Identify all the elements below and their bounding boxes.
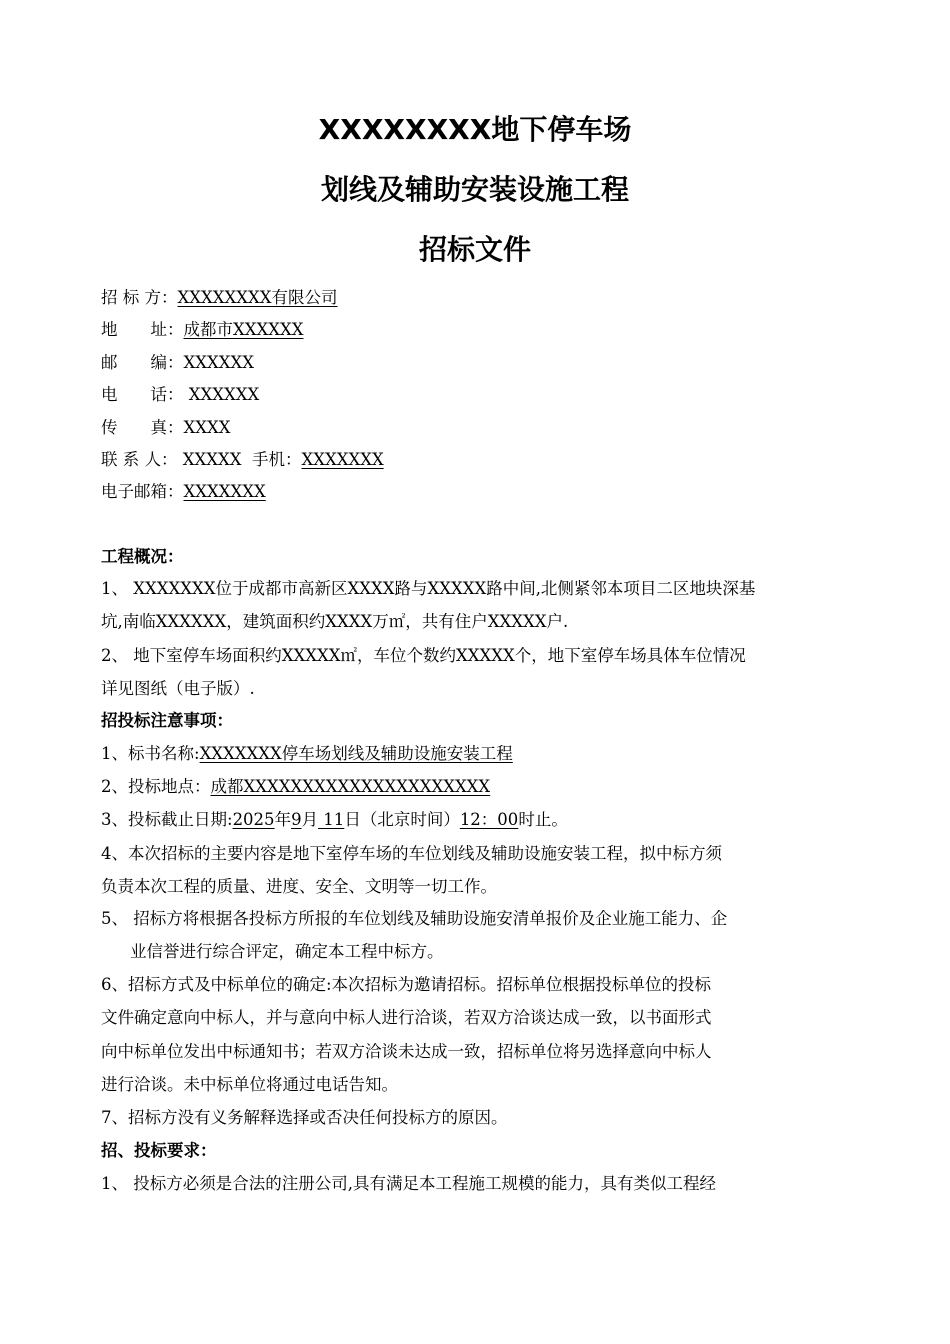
overview-heading: 工程概况：: [101, 547, 184, 566]
mobile-label: 手机：: [251, 450, 302, 469]
note-3-month: 9: [291, 810, 302, 829]
postcode-label: 邮 编：: [101, 353, 184, 372]
address-label: 地 址：: [101, 320, 184, 339]
overview-paragraph-1-line-2: 坑,南临XXXXXX，建筑面积约XXXX万㎡，共有住户XXXXX户.: [101, 612, 569, 631]
fax-label: 传 真：: [101, 418, 184, 437]
note-3-suffix: 时止。: [518, 810, 568, 829]
tenderer-label: 招 标 方：: [101, 288, 178, 307]
address-value: 成都市XXXXXX: [183, 320, 304, 339]
note-1-prefix: 1、标书名称:: [101, 744, 200, 763]
fax-row: [101, 416, 231, 440]
note-3: [101, 808, 568, 832]
fax-value: XXXX: [183, 418, 231, 437]
note-1-value: XXXXXXX停车场划线及辅助设施安装工程: [199, 744, 513, 763]
postcode-value: XXXXXX: [183, 353, 254, 372]
phone-value: XXXXXX: [183, 385, 260, 404]
postcode-row: [101, 351, 254, 375]
note-3-prefix: 3、投标截止日期:: [101, 810, 233, 829]
notes-heading: 招投标注意事项：: [101, 711, 233, 730]
phone-label: 电 话：: [101, 385, 184, 404]
note-5-line-2: 业信誉进行综合评定，确定本工程中标方。: [130, 942, 444, 961]
phone-row: [101, 383, 259, 407]
document-title-line-3: 招标文件: [418, 233, 531, 266]
overview-paragraph-1-line-1: 1、 XXXXXXX位于成都市高新区XXXX路与XXXXX路中间,北侧紧邻本项目二区地块深基: [101, 579, 756, 598]
note-3-year-unit: 年: [274, 810, 292, 829]
address-row: [101, 318, 303, 342]
note-6-line-4: 进行洽谈。未中标单位将通过电话告知。: [101, 1075, 398, 1094]
email-row: [101, 480, 266, 504]
note-3-time: 12：00: [459, 810, 519, 829]
overview-paragraph-2-line-2: 详见图纸（电子版）.: [101, 679, 255, 698]
mobile-value: XXXXXXX: [301, 450, 384, 469]
requirements-heading: 招、投标要求：: [101, 1141, 217, 1160]
note-2-prefix: 2、投标地点：: [101, 777, 211, 796]
note-2: [101, 775, 490, 799]
note-4-line-2: 负责本次工程的质量、进度、安全、文明等一切工作。: [101, 877, 497, 896]
email-value: XXXXXXX: [183, 482, 266, 501]
document-title-line-1: XXXXXXXX地下停车场: [318, 113, 632, 146]
note-7: 7、招标方没有义务解释选择或否决任何投标方的原因。: [101, 1108, 508, 1127]
note-2-value: 成都XXXXXXXXXXXXXXXXXXXXX: [210, 777, 491, 796]
contact-label: 联 系 人：: [101, 450, 178, 469]
contact-row: [101, 448, 384, 472]
note-1: [101, 742, 513, 766]
note-3-year: 2025: [232, 810, 275, 829]
note-6-line-2: 文件确定意向中标人，并与意向中标人进行洽谈，若双方洽谈达成一致，以书面形式: [101, 1008, 712, 1027]
tenderer-value: XXXXXXXX有限公司: [177, 288, 338, 307]
note-5-line-1: 5、 招标方将根据各投标方所报的车位划线及辅助设施安清单报价及企业施工能力、企: [101, 909, 728, 928]
note-3-day: 11: [318, 810, 345, 829]
note-6-line-3: 向中标单位发出中标通知书；若双方洽谈未达成一致，招标单位将另选择意向中标人: [101, 1042, 712, 1061]
overview-paragraph-2-line-1: 2、 地下室停车场面积约XXXXX㎡，车位个数约XXXXX个，地下室停车场具体车位情况: [101, 646, 746, 665]
document-title-line-2: 划线及辅助安装设施工程: [320, 173, 629, 206]
note-3-day-unit: 日（北京时间）: [344, 810, 460, 829]
contact-value: XXXXX: [177, 450, 252, 469]
email-label: 电子邮箱：: [101, 482, 184, 501]
note-3-month-unit: 月: [301, 810, 319, 829]
note-6-line-1: 6、招标方式及中标单位的确定:本次招标为邀请招标。招标单位根据投标单位的投标: [101, 975, 712, 994]
requirement-1-line-1: 1、 投标方必须是合法的注册公司,具有满足本工程施工规模的能力，具有类似工程经: [101, 1174, 716, 1193]
tenderer-row: [101, 286, 337, 310]
note-4-line-1: 4、本次招标的主要内容是地下室停车场的车位划线及辅助设施安装工程，拟中标方须: [101, 844, 722, 863]
